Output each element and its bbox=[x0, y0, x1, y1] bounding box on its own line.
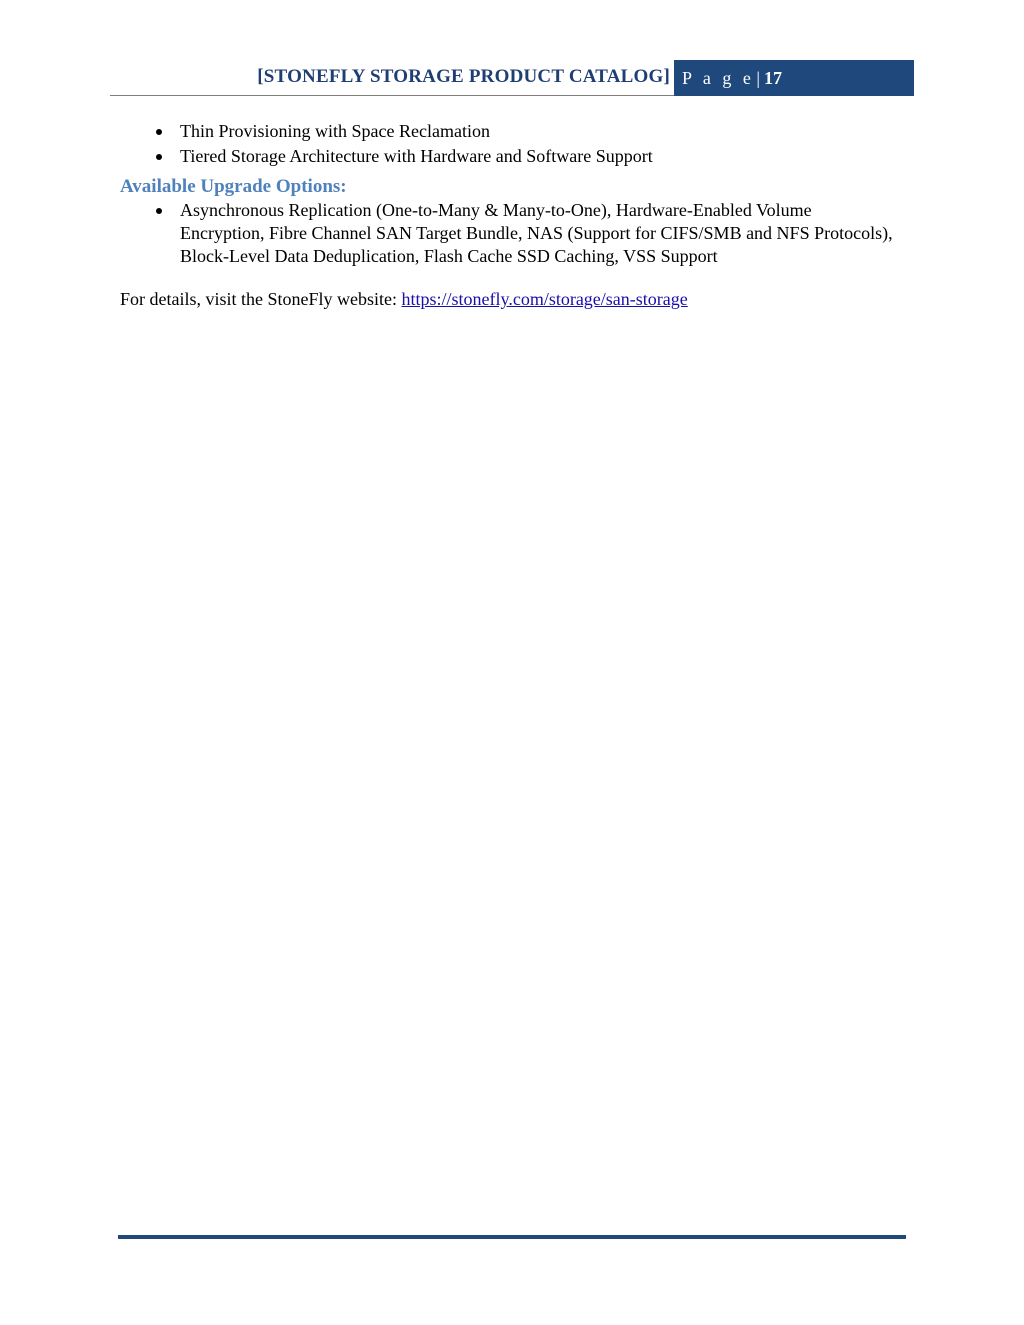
details-text: For details, visit the StoneFly website: bbox=[120, 289, 402, 309]
page-number: 17 bbox=[763, 67, 782, 88]
page-label: P a g e bbox=[682, 67, 755, 88]
bullet-icon bbox=[156, 208, 162, 214]
bullet-icon bbox=[156, 154, 162, 160]
footer-divider bbox=[118, 1235, 906, 1239]
header-divider bbox=[110, 95, 674, 96]
bullet-icon bbox=[156, 129, 162, 135]
page-header bbox=[110, 60, 914, 96]
list-item bbox=[120, 199, 900, 268]
feature-text: Thin Provisioning with Space Reclamation bbox=[180, 121, 490, 141]
list-item bbox=[120, 145, 900, 168]
upgrade-options-list bbox=[120, 199, 900, 268]
website-link[interactable]: https://stonefly.com/storage/san-storage bbox=[401, 289, 688, 309]
page-number-box bbox=[674, 60, 914, 96]
upgrade-options-heading: Available Upgrade Options: bbox=[120, 176, 347, 197]
details-paragraph bbox=[120, 288, 900, 311]
page-separator: | bbox=[756, 67, 760, 88]
upgrade-option-text: Asynchronous Replication (One-to-Many & Many-to-One), Hardware-Enabled Volume Encryption, Fibre Channel SAN Target Bundle, NAS (Support for CIFS/SMB and NFS Protocols), Block-Level Data Deduplication, Flash Cache SSD Caching, VSS Support bbox=[180, 200, 893, 266]
feature-list bbox=[120, 120, 900, 168]
page-body bbox=[120, 120, 900, 311]
catalog-title: [STONEFLY STORAGE PRODUCT CATALOG] bbox=[257, 66, 670, 87]
feature-text: Tiered Storage Architecture with Hardware and Software Support bbox=[180, 146, 653, 166]
list-item bbox=[120, 120, 900, 143]
